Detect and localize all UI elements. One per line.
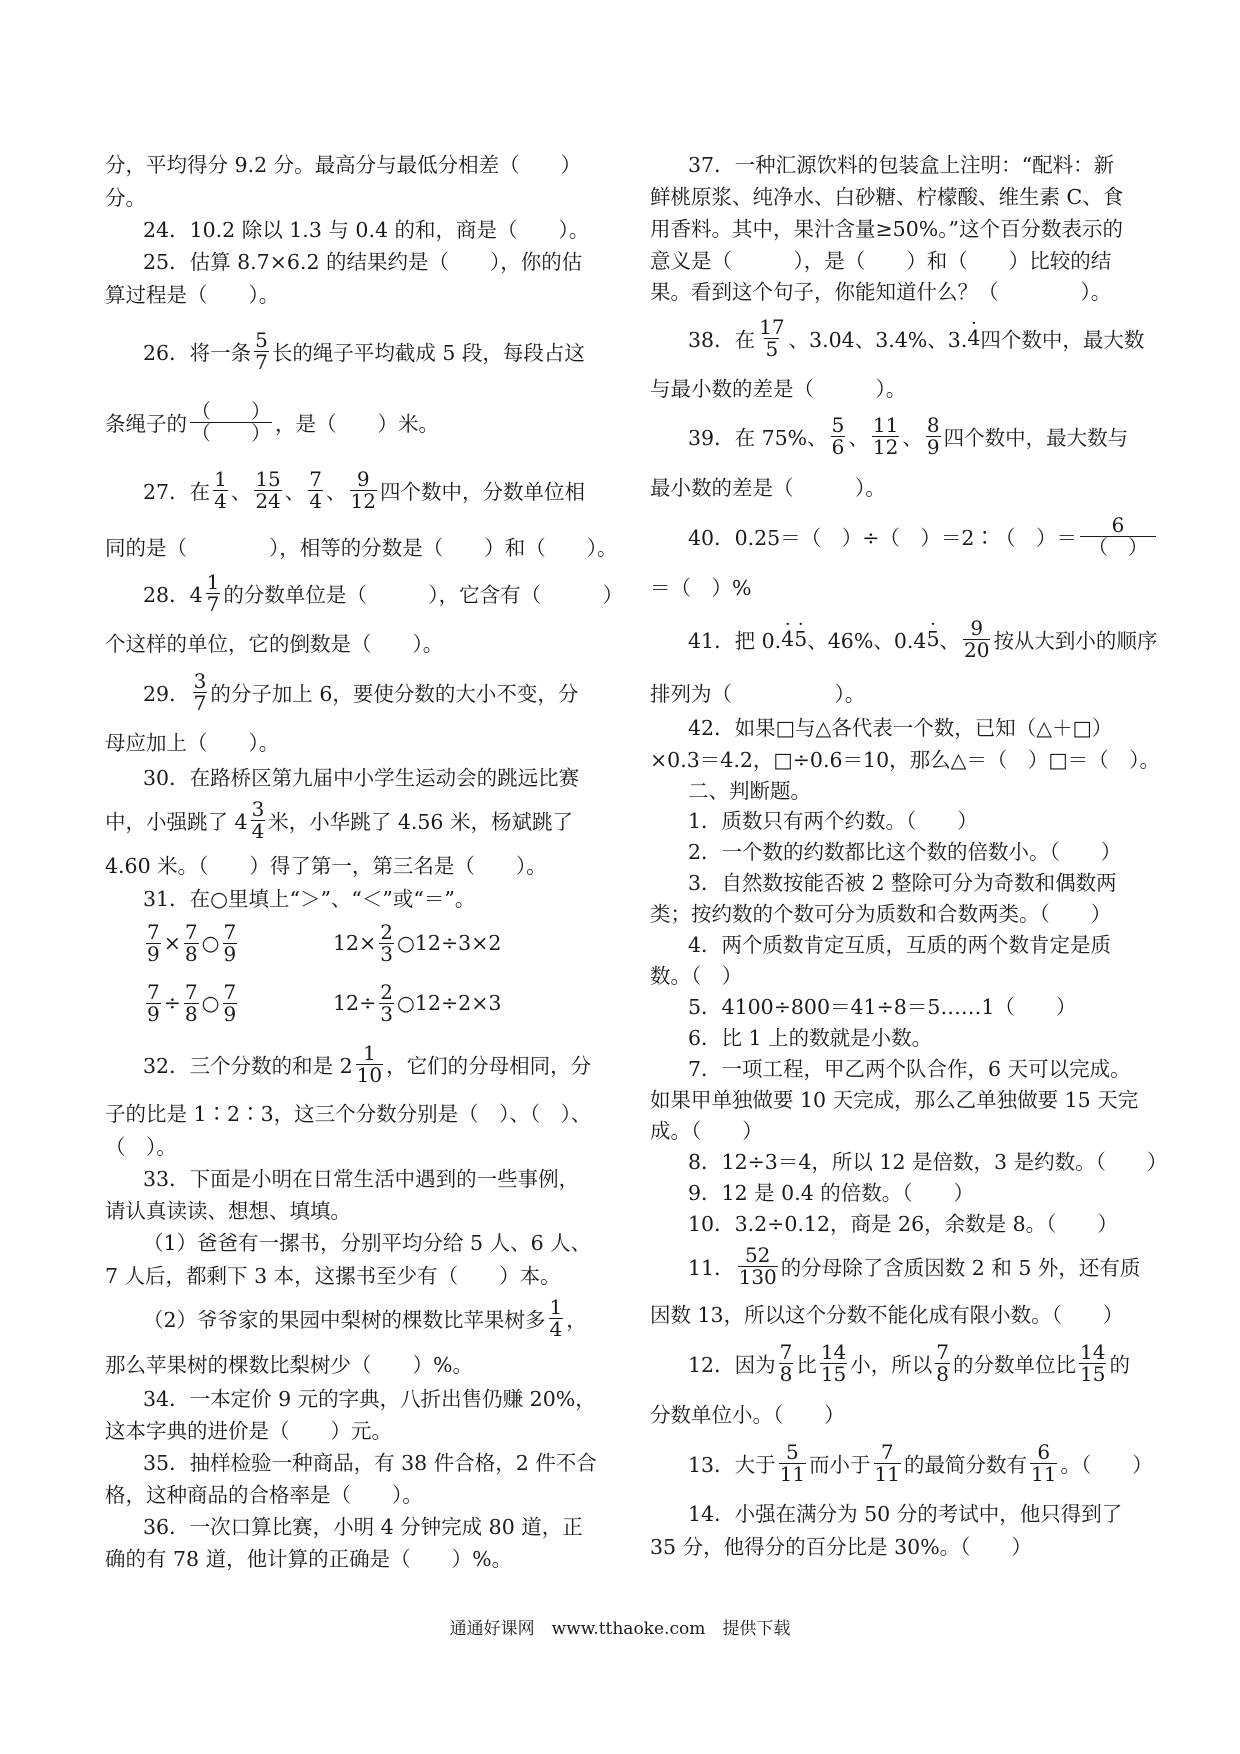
judgment-1: 1．质数只有两个约数。（ ）: [688, 808, 978, 833]
question-27-line2: 同的是（ ），相等的分数是（ ）和（ ）。: [105, 536, 618, 560]
judgment-11-line2: 因数 13，所以这个分数不能化成有限小数。（ ）: [650, 1303, 1124, 1327]
judgment-5: 5．4100÷800＝41÷8＝5……1（ ）: [688, 994, 1077, 1019]
compare-circle: ○: [201, 991, 220, 1015]
question-34-line2: 这本字典的进价是（ ）元。: [105, 1418, 392, 1443]
question-33-part1: （1）爸爸有一摞书，分别平均分给 5 人、6 人、: [143, 1231, 592, 1255]
fraction: $\frac{1}{7}$: [206, 569, 220, 616]
question-25: 25．估算 8.7×6.2 的结果约是（ ），你的估: [143, 249, 583, 274]
question-33-part2-line2: 那么苹果树的棵数比梨树少（ ）%。: [105, 1353, 473, 1377]
question-42: 42．如果□与△各代表一个数，已知（△＋□）: [688, 715, 1113, 740]
judgment-11: 11． $\frac{52}{130}$ 的分母除了含质因数 2 和 5 外，还有质: [688, 1242, 1141, 1289]
compare-row-2: $\frac{7}{9}$ ÷ $\frac{7}{8}$ ○ $\frac{7}{9}$ 12÷ $\frac{2}{3}$ ○12÷2×3: [147, 979, 502, 1026]
compare-row-1: $\frac{7}{9}$ × $\frac{7}{8}$ ○ $\frac{7}{9}$ 12× $\frac{2}{3}$ ○12÷3×2: [147, 919, 502, 966]
judgment-12: 12．因为 $\frac{7}{8}$ 比 $\frac{14}{15}$ 小，所以 $\frac{7}{8}$ 的分数单位比 $\frac{14}{15}$ 的: [688, 1339, 1130, 1386]
fraction: $\frac{3}{7}$: [193, 668, 207, 715]
judgment-6: 6．比 1 上的数就是小数。: [688, 1025, 933, 1050]
recurring-digit: · 5: [926, 627, 939, 651]
judgment-4-line2: 数。（ ）: [650, 963, 743, 988]
question-34: 34．一本定价 9 元的字典，八折出售仍赚 20%，: [143, 1386, 596, 1411]
judgment-14-line2: 35 分，他得分的百分比是 30%。（ ）: [650, 1535, 1032, 1559]
question-37-line5: 果。看到这个句子，你能知道什么？（ ）。: [650, 280, 1112, 304]
fraction: $\frac{11}{12}$: [872, 412, 899, 459]
question-40-line2: ＝（ ）%: [650, 576, 752, 600]
judgment-14: 14．小强在满分为 50 分的考试中，他只得到了: [688, 1502, 1123, 1526]
question-33: 33．下面是小明在日常生活中遇到的一些事例，: [143, 1166, 580, 1191]
fraction: $\frac{9}{20}$: [963, 615, 990, 662]
judgment-3: 3．自然数按能否被 2 整除可分为奇数和偶数两: [688, 870, 1117, 895]
question-38-line2: 与最小数的差是（ ）。: [650, 377, 907, 401]
question-37-line3: 用香料。其中，果汁含量≥50%。”这个百分数表示的: [650, 216, 1123, 241]
question-32-line3: （ ）。: [105, 1134, 177, 1159]
fraction: $\frac{6}{11}$: [1031, 1439, 1057, 1486]
fraction: $\frac{7}{11}$: [874, 1439, 900, 1486]
recurring-digit: · 4: [967, 326, 980, 350]
fraction: $\frac{5}{11}$: [779, 1439, 806, 1486]
question-37-line4: 意义是（ ），是（ ）和（ ）比较的结: [650, 248, 1112, 273]
question-26: 26．将一条 $\frac{5}{7}$ 长的绳子平均截成 5 段，每段占这: [143, 327, 585, 374]
question-35-line2: 格，这种商品的合格率是（ ）。: [105, 1482, 423, 1507]
question-37-line2: 鲜桃原浆、纯净水、白砂糖、柠檬酸、维生素 C、食: [650, 184, 1124, 209]
fraction: $\frac{7}{4}$: [309, 466, 323, 513]
left-line: 算过程是（ ）。: [105, 283, 280, 307]
footer-credit: 通通好课网 www.tthaoke.com 提供下载: [449, 1619, 791, 1639]
fraction: $\frac{7}{8}$: [936, 1339, 950, 1386]
right-column: [650, 146, 1168, 1561]
left-line: 分，平均得分 9.2 分。最高分与最低分相差（ ）: [105, 152, 582, 177]
judgment-9: 9．12 是 0.4 的倍数。（ ）: [688, 1180, 975, 1205]
fraction: $\frac{17}{5}$: [759, 314, 785, 361]
question-37: 37．一种汇源饮料的包装盒上注明：“配料：新: [688, 152, 1115, 177]
fraction: $\frac{15}{24}$: [255, 466, 281, 513]
fraction: $\frac{6}{( )}$: [1080, 515, 1156, 558]
question-29-line2: 母应加上（ ）。: [105, 730, 280, 755]
fraction: $\frac{5}{6}$: [831, 412, 845, 459]
section-heading: 二、判断题。: [688, 778, 811, 803]
question-32-line2: 子的比是 1∶2∶3，这三个分数分别是（ ）、（ ）、: [105, 1102, 592, 1126]
question-26-line2: 条绳子的 $\frac{( )}{( )}$ ，是（ ）米。: [105, 398, 439, 445]
compare-circle: ○: [201, 931, 220, 955]
fraction: $\frac{1}{10}$: [356, 1040, 383, 1087]
fraction: $\frac{5}{7}$: [255, 327, 268, 374]
judgment-7: 7．一项工程，甲乙两个队合作，6 天可以完成。: [688, 1056, 1131, 1081]
question-39: 39．在 75%、 $\frac{5}{6}$ 、 $\frac{11}{12}$ 、 $\frac{8}{9}$ 四个数中，最大数与: [688, 412, 1129, 459]
left-column: [105, 146, 624, 1573]
question-33-line2: 请认真读读、想想、填填。: [105, 1199, 351, 1223]
fraction: $\frac{8}{9}$: [926, 412, 940, 459]
recurring-digit: · 5: [794, 627, 807, 651]
judgment-10: 10．3.2÷0.12，商是 26，余数是 8。（ ）: [688, 1211, 1118, 1236]
fraction: $\frac{14}{15}$: [820, 1339, 847, 1386]
question-39-line2: 最小数的差是（ ）。: [650, 476, 886, 500]
judgment-12-line2: 分数单位小。（ ）: [650, 1403, 845, 1427]
question-40: 40．0.25＝（ ）÷（ ）＝2∶（ ）＝ $\frac{6}{( )}$: [650, 504, 1148, 568]
question-27: 27．在 $\frac{1}{4}$ 、 $\frac{15}{24}$ 、 $\frac{7}{4}$ 、 $\frac{9}{12}$ 四个数中，分数单位相: [143, 466, 585, 513]
question-36-line2: 确的有 78 道，他计算的正确是（ ）%。: [105, 1546, 513, 1571]
judgment-4: 4．两个质数肯定互质，互质的两个数肯定是质: [688, 932, 1112, 957]
judgment-7-line3: 成。（ ）: [650, 1118, 763, 1143]
judgment-13: 13．大于 $\frac{5}{11}$ 而小于 $\frac{7}{11}$ 的最简分数有 $\frac{6}{11}$ 。（ ）: [688, 1439, 1153, 1486]
judgment-2: 2．一个数的约数都比这个数的倍数小。（ ）: [688, 839, 1122, 864]
question-24: 24．10.2 除以 1.3 与 0.4 的和，商是（ ）。: [143, 217, 590, 242]
question-35: 35．抽样检验一种商品，有 38 件合格，2 件不合: [143, 1450, 597, 1475]
question-38: 38．在 $\frac{17}{5}$ 、3.04、3.4%、3. · 4 四个数中，最大数: [650, 306, 1148, 370]
recurring-digit: · 4: [781, 627, 794, 651]
question-41-line2: 排列为（ ）。: [650, 682, 866, 706]
question-33-part2: （2）爷爷家的果园中梨树的棵数比苹果树多 $\frac{1}{4}$ ，: [143, 1294, 587, 1341]
question-30-line2: 中，小强跳了 4 $\frac{3}{4}$ 米，小华跳了 4.56 米，杨斌跳了: [105, 796, 573, 843]
question-28: 28．4 $\frac{1}{7}$ 的分数单位是（ ），它含有（ ）: [143, 569, 624, 616]
judgment-8: 8．12÷3＝4，所以 12 是倍数，3 是约数。（ ）: [688, 1149, 1168, 1174]
fraction-blank: $\frac{( )}{( )}$: [191, 398, 271, 445]
question-31: 31．在○里填上“＞”、“＜”或“＝”。: [143, 886, 476, 911]
question-33-part1-line2: 7 人后，都剩下 3 本，这摞书至少有（ ）本。: [105, 1264, 561, 1288]
fraction: $\frac{3}{4}$: [251, 796, 265, 843]
judgment-3-line2: 类；按约数的个数可分为质数和合数两类。（ ）: [650, 901, 1112, 926]
fraction: $\frac{52}{130}$: [738, 1242, 777, 1289]
fraction: $\frac{14}{15}$: [1080, 1339, 1106, 1386]
question-28-line2: 个这样的单位，它的倒数是（ ）。: [105, 632, 444, 656]
left-line: 分。: [105, 185, 146, 210]
question-30: 30．在路桥区第九届中小学生运动会的跳远比赛: [143, 766, 580, 790]
fraction: $\frac{9}{12}$: [350, 466, 376, 513]
question-30-line3: 4.60 米。（ ）得了第一，第三名是（ ）。: [105, 853, 547, 878]
fraction: $\frac{1}{4}$: [549, 1294, 563, 1341]
fraction: $\frac{1}{4}$: [214, 466, 227, 513]
question-29: 29． $\frac{3}{7}$ 的分子加上 6，要使分数的大小不变，分: [143, 668, 579, 715]
question-41: 41．把 0. · 4 · 5 、46%、0.4 · 5 、 $\frac{9}{20}$ 按从大到小的顺序: [650, 604, 1148, 674]
fraction: $\frac{7}{8}$: [779, 1339, 793, 1386]
judgment-7-line2: 如果甲单独做要 10 天完成，那么乙单独做要 15 天完: [650, 1087, 1139, 1112]
question-32: 32．三个分数的和是 2 $\frac{1}{10}$ ，它们的分母相同，分: [143, 1040, 592, 1087]
question-42-line2: ×0.3＝4.2，□÷0.6＝10，那么△＝（ ）□＝（ ）。: [650, 747, 1160, 772]
question-36: 36．一次口算比赛，小明 4 分钟完成 80 道，正: [143, 1514, 583, 1539]
